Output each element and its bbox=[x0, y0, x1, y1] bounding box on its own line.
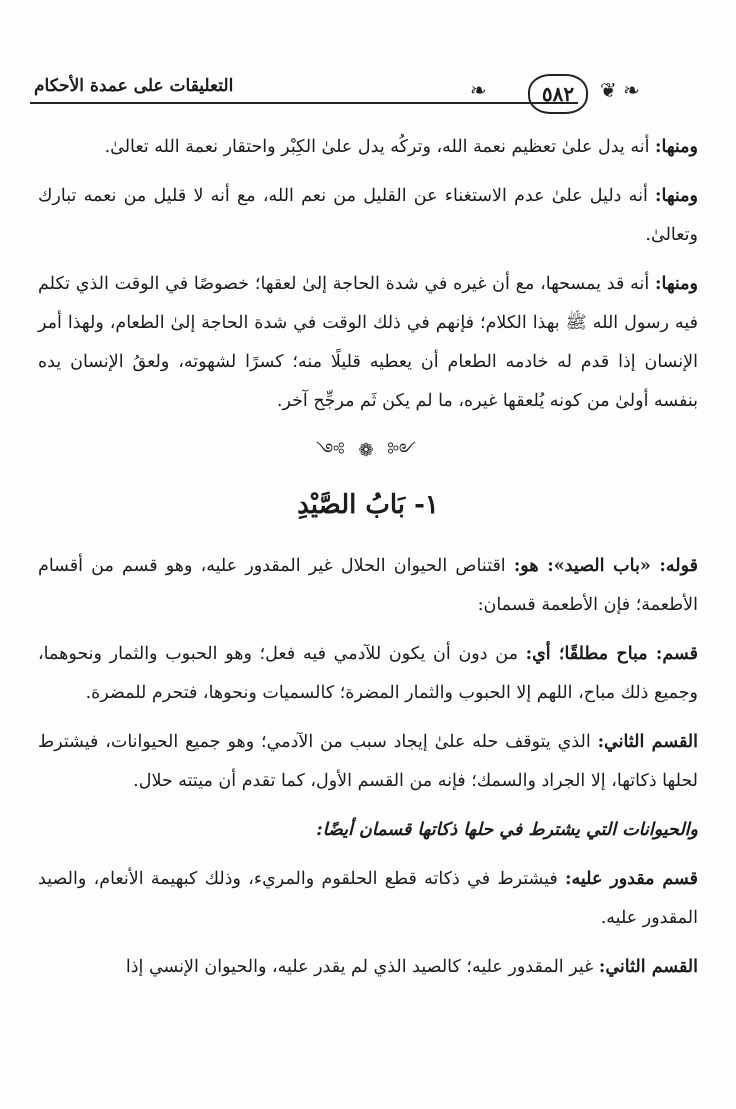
paragraph-text: فيشترط في ذكاته قطع الحلقوم والمريء، وذلك كبهيمة الأنعام، والصيد المقدور عليه. bbox=[38, 869, 698, 928]
paragraph bbox=[38, 860, 698, 938]
book-title: التعليقات على عمدة الأحكام bbox=[34, 76, 234, 96]
paragraph-lead: القسم الثاني: bbox=[597, 732, 698, 752]
paragraph-lead: قوله: «باب الصيد»: هو: bbox=[513, 556, 699, 576]
header-rule bbox=[30, 102, 578, 104]
section-divider-icon: ༺ ❁ ༻ bbox=[315, 440, 421, 461]
paragraph bbox=[38, 635, 698, 713]
paragraph-lead: قسم: مباح مطلقًا؛ أي: bbox=[525, 644, 698, 664]
paragraph bbox=[38, 265, 698, 421]
paragraph bbox=[38, 723, 698, 801]
paragraph-lead: ومنها: bbox=[655, 137, 698, 157]
subheading: والحيوانات التي يشترط في حلها ذكاتها قسمان أيضًا: bbox=[316, 820, 698, 840]
page-header bbox=[0, 68, 736, 118]
page-number: ٥٨٢ bbox=[528, 74, 588, 114]
paragraph-lead: القسم الثاني: bbox=[598, 957, 698, 977]
paragraph-text: الذي يتوقف حله علىٰ إيجاد سبب من الآدمي؛ وهو جميع الحيوانات، فيشترط لحلها ذكاتها، إلا الجراد والسمك؛ فإنه من القسم الأول، كما تقدم أن ميتته حلال. bbox=[38, 732, 698, 791]
paragraph-text: من دون أن يكون للآدمي فيه فعل؛ وهو الحبوب والثمار ونحوهما، وجميع ذلك مباح، اللهم إلا الحبوب والثمار المضرة؛ كالسميات ونحوها، فتحرم للمضرة. bbox=[38, 644, 698, 703]
paragraph-text: أنه يدل علىٰ تعظيم نعمة الله، وتركُه يدل علىٰ الكِبْر واحتقار نعمة الله تعالىٰ. bbox=[104, 137, 656, 157]
ornament-right-icon: ❦ ❧ bbox=[600, 78, 640, 102]
chapter-title: ١- بَابُ الصَّيْدِ bbox=[297, 490, 439, 520]
paragraph-text: أنه دليل علىٰ عدم الاستغناء عن القليل من نعم الله، مع أنه لا قليل من نعمه تبارك وتعالىٰ. bbox=[38, 186, 698, 245]
page-body bbox=[38, 128, 698, 997]
paragraph-lead: ومنها: bbox=[655, 186, 698, 206]
paragraph bbox=[38, 128, 698, 167]
paragraph-text: غير المقدور عليه؛ كالصيد الذي لم يقدر عليه، والحيوان الإنسي إذا bbox=[125, 957, 599, 977]
paragraph-lead: قسم مقدور عليه: bbox=[565, 869, 699, 889]
paragraph bbox=[38, 948, 698, 987]
paragraph bbox=[38, 547, 698, 625]
paragraph-lead: ومنها: bbox=[655, 274, 698, 294]
paragraph-text: أنه قد يمسحها، مع أن غيره في شدة الحاجة إلىٰ لعقها؛ خصوصًا في الوقت الذي تكلم فيه رسول الله ﷺ بهذا الكلام؛ فإنهم في ذلك الوقت في شدة الحاجة إلىٰ الطعام، ولهذا أمر الإنسان إذا قدم له خادمه الطعام أن يعطيه قليلًا منه؛ كسرًا لشهوته، ولعقُ الإنسان يده بنفسه أولىٰ من كونه يُلعقها غيره، ما لم يكن ثَم مرجِّح آخر. bbox=[38, 274, 698, 411]
paragraph-text: اقتناص الحيوان الحلال غير المقدور عليه، وهو قسم من أقسام الأطعمة؛ فإن الأطعمة قسمان: bbox=[38, 556, 698, 615]
paragraph bbox=[38, 177, 698, 255]
ornament-left-icon: ❧ bbox=[470, 78, 487, 102]
